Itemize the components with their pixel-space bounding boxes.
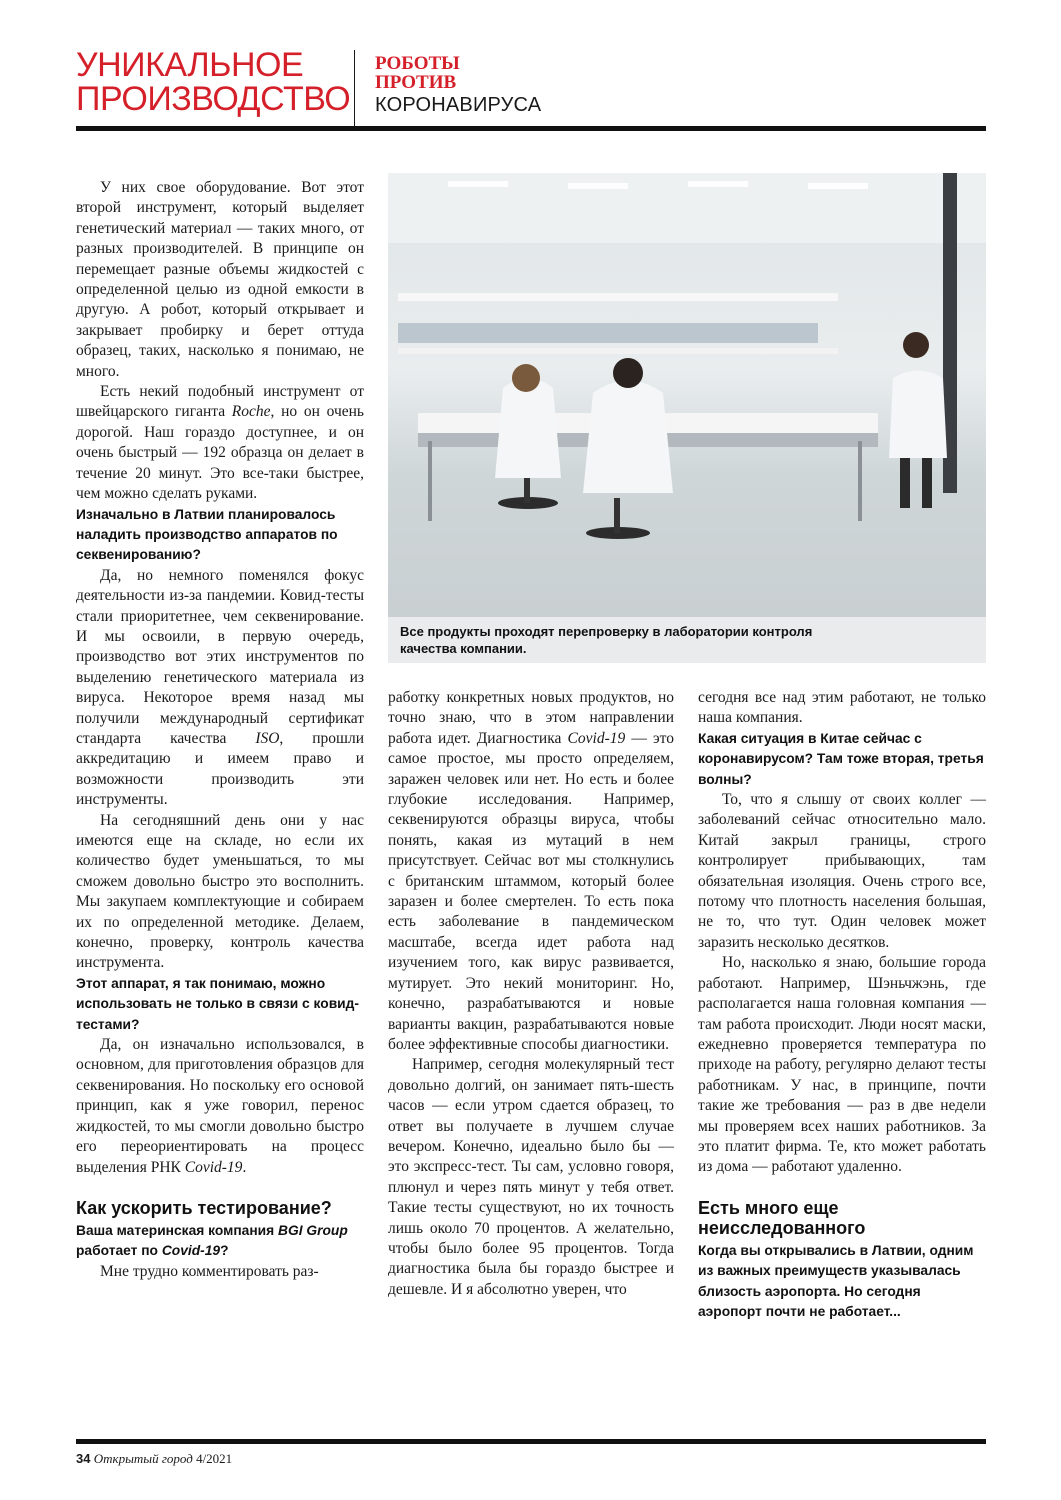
paragraph: Например, сегодня молекулярный тест довольно долгий, он занимает пять-шесть часов — если утром сдается образец, то ответ вы получаете в лучшем случае вечером. Конечно, идеально было бы — это экспресс-тест. Ты сам, условно говоря, плюнул и через пять минут у тебя ответ. Такие тесты существуют, но их точность лишь около 70 процентов. А желательно, чтобы было более 95 процентов. Тогда диагностика была бы гораздо быстрее и дешевле. И я абсолютно уверен, что [388, 1056, 674, 1298]
article-column-1 [76, 178, 364, 1282]
page-footer [76, 1451, 232, 1467]
rubric [375, 54, 541, 116]
lab-photo-illustration [388, 173, 986, 663]
paragraph: У них свое оборудование. Вот этот второй инструмент, который выделяет генетический материал — таких много, от разных производителей. В принципе он перемещает разные объемы жидкостей с определенной целью из одной емкости в другую. А робот, который открывает и закрывает пробирку и берет оттуда образец, таких, насколько я понимаю, не много. [76, 179, 364, 380]
article-column-3 [698, 688, 986, 1322]
paragraph: сегодня все над этим работают, не только наша компания. [698, 689, 986, 727]
rubric-black-line: КОРОНАВИРУСА [375, 94, 542, 116]
paragraph: Есть некий подобный инструмент от швейцарского гиганта Roche, но он очень дорогой. Наш гораздо доступнее, и он очень быстрый — 192 образца он делает в течение 20 минут. Это все-таки быстрее, чем можно сделать руками. [76, 383, 364, 503]
paragraph: Да, но немного поменялся фокус деятельности из-за пандемии. Ковид-тесты стали приоритетнее, чем секвенирование. И мы освоили, в первую очередь, производство вот этих инструментов по выделению генетического материала из вируса. Некоторое время назад мы получили международный сертификат стандарта качества ISO, прошли аккредитацию и имеем право и возможности производить эти инструменты. [76, 566, 364, 809]
photo-caption [388, 617, 986, 663]
page-header [76, 46, 986, 126]
section-title: УНИКАЛЬНОЕ ПРОИЗВОДСТВО [76, 46, 351, 118]
article-column-2 [388, 688, 674, 1300]
page-number: 34 [76, 1451, 91, 1466]
paragraph: Да, он изначально использовался, в основном, для приготовления образцов для секвенирования. Но поскольку его основой принцип, как я уже говорил, перенос жидкостей, то мы смогли довольно быстро его переориентировать на процесс выделения РНК Covid-19. [76, 1036, 364, 1176]
magazine-name: Открытый город [93, 1451, 193, 1466]
paragraph: Но, насколько я знаю, большие города работают. Например, Шэньчжэнь, где располагается наша головная компания — там работа происходит. Люди носят маски, ежедневно проверяется температура по приходе на работу, регулярно делают тесты работникам. У нас, в принципе, почти такие же требования — раз в две недели мы проверяем всех наших работников. За это платит фирма. Те, кто может работать из дома — работают удаленно. [698, 954, 986, 1176]
rubric-red-line: РОБОТЫ ПРОТИВ [375, 53, 460, 93]
top-rule [76, 126, 986, 131]
paragraph: На сегодняшний день они у нас имеются еще на складе, но если их количество будет уменьшаться, то мы сможем довольно быстро это восполнить. Мы закупаем комплектующие и собираем их по определенной методике. Делаем, конечно, проверку, контроль качества инструмента. [76, 811, 364, 972]
paragraph: То, что я слышу от своих коллег — заболеваний сейчас относительно мало. Китай закрыл границы, строго контролирует прибывающих, там обязательная изоляция. Очень строго все, потому что плотность населения большая, не то, что тут. Один человек может заразить несколько десятков. [698, 791, 986, 951]
interview-question: Какая ситуация в Китае сейчас с коронавирусом? Там тоже вторая, третья волны? [698, 730, 984, 787]
interview-question: Изначально в Латвии планировалось наладить производство аппаратов по секвенированию? [76, 506, 338, 563]
bottom-rule [76, 1439, 986, 1444]
interview-question: Ваша материнская компания BGI Group работает по Covid-19? [76, 1222, 348, 1259]
subheading: Есть много еще неисследованного [698, 1197, 866, 1238]
interview-question: Этот аппарат, я так понимаю, можно использовать не только в связи с ковид-тестами? [76, 975, 360, 1032]
header-divider [354, 50, 355, 126]
photo-caption-text: Все продукты проходят перепроверку в лаборатории контроля качества компании. [400, 624, 813, 656]
issue-number: 4/2021 [196, 1451, 233, 1466]
lab-photo [388, 173, 986, 663]
interview-question: Когда вы открывались в Латвии, одним из важных преимуществ указывалась близость аэропорта. Но сегодня аэропорт почти не работает... [698, 1242, 974, 1319]
subheading: Как ускорить тестирование? [76, 1197, 332, 1218]
paragraph: Мне трудно комментировать раз- [100, 1262, 319, 1280]
paragraph: работку конкретных новых продуктов, но точно знаю, что в этом направлении работа идет. Диагностика Covid-19 — это самое простое, мы просто определяем, заражен человек или нет. Но есть и более глубокие исследования. Например, секвенируются образцы вируса, чтобы понять, какая из мутаций в нем присутствует. Сейчас вот мы столкнулись с британским штаммом, который более заразен и более смертелен. То есть пока есть заболевание в пандемическом масштабе, всегда идет работа над изучением того, как вирус развивается, мутирует. Это некий мониторинг. Но, конечно, разрабатываются и новые варианты вакцин, разрабатываются новые более эффективные способы диагностики. [388, 689, 674, 1053]
